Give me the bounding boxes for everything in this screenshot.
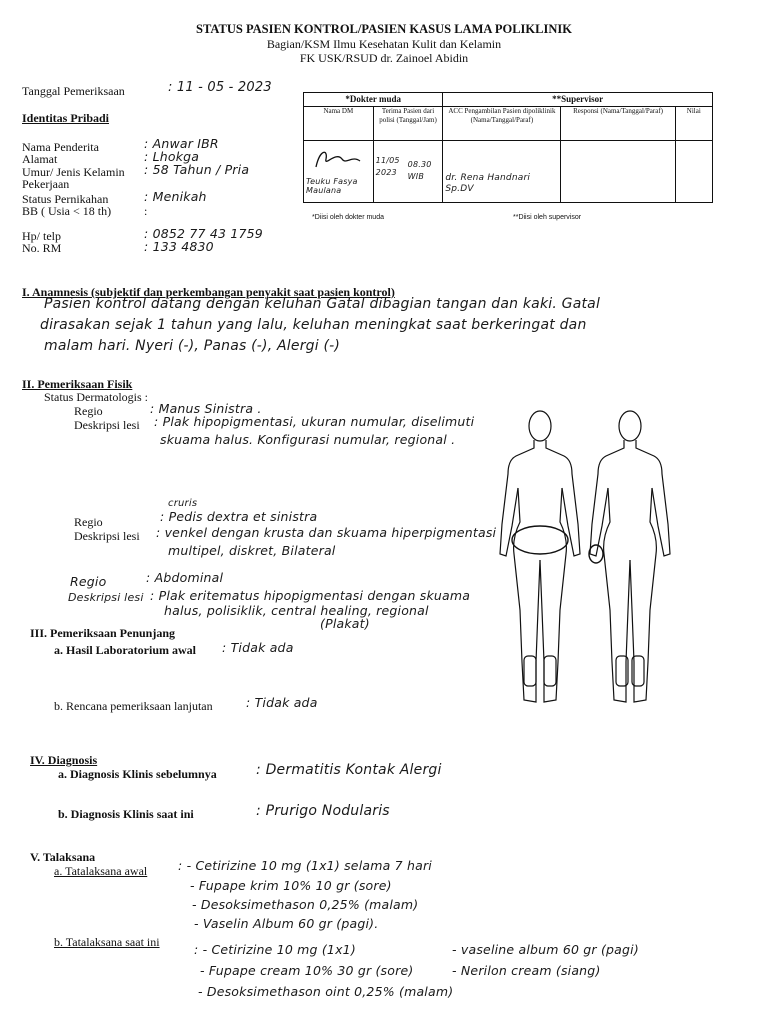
col-responsi: Responsi (Nama/Tanggal/Paraf) <box>561 107 675 141</box>
tatalaksana-awal-item-3: - Desoksimethason 0,25% (malam) <box>192 897 419 912</box>
deskripsi-3-line-1: : Plak eritematus hipopigmentasi dengan skuama <box>150 588 471 603</box>
note-supervisor: **Diisi oleh supervisor <box>513 214 582 221</box>
deskripsi-3-label: Deskripsi lesi <box>68 591 144 604</box>
field-nama-label: Nama Penderita <box>22 140 99 154</box>
penunjang-title: III. Pemeriksaan Penunjang <box>30 626 176 640</box>
tatalaksana-awal-item-4: - Vaselin Album 60 gr (pagi). <box>194 916 379 931</box>
regio-3-value: : Abdominal <box>146 570 224 585</box>
tanggal-value: : 11 - 05 - 2023 <box>168 80 272 95</box>
field-hp-value: : 0852 77 43 1759 <box>144 226 263 241</box>
terima-tanggal: 11/05 2023 <box>375 156 400 177</box>
deskripsi-2-line-2: multipel, diskret, Bilateral <box>168 543 336 558</box>
dm-signature <box>308 145 364 171</box>
pemeriksaan-fisik-title: II. Pemeriksaan Fisik <box>22 377 133 391</box>
diagnosis-title: IV. Diagnosis <box>30 753 98 767</box>
talaksana-title: V. Talaksana <box>30 850 96 864</box>
regio-1-label: Regio <box>74 404 103 418</box>
tatalaksana-saat-ini-item-3: - Desoksimethason oint 0,25% (malam) <box>198 984 454 999</box>
diagnosis-saat-ini-value: : Prurigo Nodularis <box>256 803 390 819</box>
tanggal-label: Tanggal Pemeriksaan <box>22 84 125 98</box>
field-umur-value: : 58 Tahun / Pria <box>144 162 250 177</box>
terima-jam: 08.30 WIB <box>407 160 432 181</box>
dm-name: Teuku Fasya Maulana <box>306 177 358 195</box>
deskripsi-2-line-1: : venkel dengan krusta dan skuama hiperpigmentasi <box>156 525 497 540</box>
regio-1-value: : Manus Sinistra . <box>150 401 262 416</box>
field-rm-label: No. RM <box>22 241 62 255</box>
body-diagram <box>496 404 696 716</box>
anamnesis-line-2: dirasakan sejak 1 tahun yang lalu, keluhan meningkat saat berkeringat dan <box>40 317 587 333</box>
field-bb-label: BB ( Usia < 18 th) <box>22 204 112 218</box>
field-alamat-value: : Lhokga <box>144 149 200 164</box>
tatalaksana-awal-label: a. Tatalaksana awal <box>54 864 148 878</box>
field-nama-value: : Anwar IBR <box>144 136 219 151</box>
anamnesis-line-1: Pasien kontrol datang dengan keluhan Gatal dibagian tangan dan kaki. Gatal <box>44 296 601 312</box>
tatalaksana-saat-ini-label: b. Tatalaksana saat ini <box>54 935 160 949</box>
header-institution: FK USK/RSUD dr. Zainoel Abidin <box>299 51 469 65</box>
cell-terima <box>373 141 443 203</box>
field-alamat-label: Alamat <box>22 152 58 166</box>
body-back <box>589 411 670 702</box>
regio-3-label: Regio <box>70 574 107 589</box>
acc-value: dr. Rena Handnari Sp.DV <box>445 173 531 194</box>
cell-nilai <box>675 141 712 203</box>
supervisor-table <box>303 92 713 203</box>
tatalaksana-saat-ini-item-2: - Fupape cream 10% 30 gr (sore) <box>200 963 414 978</box>
tatalaksana-awal-item-2: - Fupape krim 10% 10 gr (sore) <box>190 878 392 893</box>
field-bb-value: : <box>144 204 148 218</box>
rencana-value: : Tidak ada <box>246 695 318 710</box>
deskripsi-1-line-1: : Plak hipopigmentasi, ukuran numular, diselimuti <box>154 414 475 429</box>
deskripsi-3-line-3: (Plakat) <box>320 616 370 631</box>
tatalaksana-saat-ini-right-2: - Nerilon cream (siang) <box>452 963 601 978</box>
field-hp-label: Hp/ telp <box>22 229 61 243</box>
cell-responsi <box>561 141 675 203</box>
deskripsi-1-line-2: skuama halus. Konfigurasi numular, regional . <box>160 432 456 447</box>
anamnesis-line-3: malam hari. Nyeri (-), Panas (-), Alergi (-) <box>44 338 341 354</box>
tatalaksana-awal-item-1: : - Cetirizine 10 mg (1x1) selama 7 hari <box>178 858 432 873</box>
tatalaksana-saat-ini-right-1: - vaseline album 60 gr (pagi) <box>452 942 639 957</box>
diagnosis-sebelumnya-value: : Dermatitis Kontak Alergi <box>256 762 442 778</box>
note-dokter-muda: *Diisi oleh dokter muda <box>312 214 384 221</box>
dokter-muda-header: *Dokter muda <box>304 93 443 107</box>
col-nilai: Nilai <box>675 107 712 141</box>
col-terima: Terima Pasien dari polisi (Tanggal/Jam) <box>373 107 443 141</box>
col-nama-dm: Nama DM <box>304 107 374 141</box>
deskripsi-3-line-2: halus, polisiklik, central healing, regional <box>164 603 429 618</box>
diagnosis-sebelumnya-label: a. Diagnosis Klinis sebelumnya <box>58 767 217 781</box>
field-pekerjaan-label: Pekerjaan <box>22 177 70 191</box>
field-status-label: Status Pernikahan <box>22 192 109 206</box>
lab-awal-label: a. Hasil Laboratorium awal <box>54 643 197 657</box>
header-title: STATUS PASIEN KONTROL/PASIEN KASUS LAMA POLIKLINIK <box>196 22 572 36</box>
regio-2-correction: cruris <box>168 498 198 509</box>
field-umur-label: Umur/ Jenis Kelamin <box>22 165 125 179</box>
status-dermatologis-label: Status Dermatologis : <box>44 390 148 404</box>
field-rm-value: : 133 4830 <box>144 239 214 254</box>
anamnesis-title: I. Anamnesis (subjektif dan perkembangan penyakit saat pasien kontrol) <box>22 285 395 299</box>
regio-2-value: : Pedis dextra et sinistra <box>160 509 318 524</box>
supervisor-header: **Supervisor <box>443 93 713 107</box>
header-department: Bagian/KSM Ilmu Kesehatan Kulit dan Kelamin <box>266 37 502 51</box>
identitas-title: Identitas Pribadi <box>22 111 110 125</box>
rencana-label: b. Rencana pemeriksaan lanjutan <box>54 699 213 713</box>
tatalaksana-saat-ini-item-1: : - Cetirizine 10 mg (1x1) <box>194 942 356 957</box>
deskripsi-1-label: Deskripsi lesi <box>74 418 140 432</box>
lab-awal-value: : Tidak ada <box>222 640 294 655</box>
diagnosis-saat-ini-label: b. Diagnosis Klinis saat ini <box>58 807 194 821</box>
deskripsi-2-label: Deskripsi lesi <box>74 529 140 543</box>
regio-2-label: Regio <box>74 515 103 529</box>
field-status-value: : Menikah <box>144 189 207 204</box>
body-front <box>500 411 580 702</box>
col-acc: ACC Pengambilan Pasien dipoliklinik (Nama/Tanggal/Paraf) <box>443 107 561 141</box>
cell-dm <box>304 141 374 203</box>
cell-acc <box>443 141 561 203</box>
